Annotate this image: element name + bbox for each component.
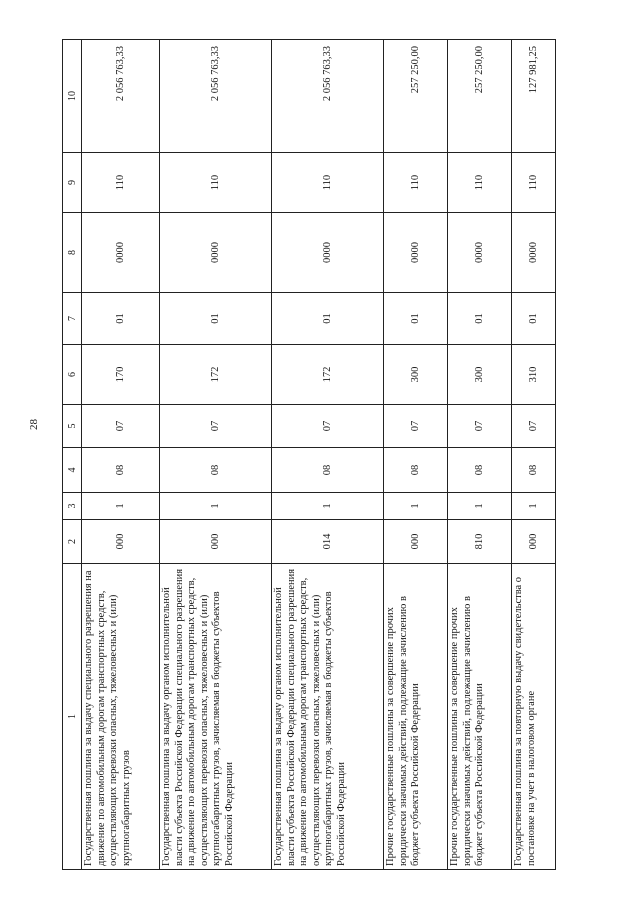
table-row	[448, 40, 512, 870]
column-header: 7	[63, 293, 82, 345]
column-header: 8	[63, 213, 82, 293]
row-description: Прочие государственные пошлины за совершение прочих юридически значимых действий, подлежащие зачислению в бюджет субъекта Российской Федерации	[384, 564, 448, 870]
code-group: 1	[448, 493, 512, 520]
code-element: 01	[448, 293, 512, 345]
code-group: 1	[512, 493, 556, 520]
column-header: 1	[63, 564, 82, 870]
amount: 257 250,00	[384, 40, 448, 153]
row-description: Прочие государственные пошлины за совершение прочих юридически значимых действий, подлежащие зачислению в бюджет субъекта Российской Федерации	[448, 564, 512, 870]
amount: 127 981,25	[512, 40, 556, 153]
code-element: 01	[512, 293, 556, 345]
code-subgroup: 08	[512, 448, 556, 493]
row-description: Государственная пошлина за выдачу органом исполнительной власти субъекта Российской Федерации специального разрешения на движение по автомобильным дорогам транспортных средств, осуществляющих перевозки опасных, тяжеловесных и (или) крупногабаритных грузов, зачисляемая в бюджеты субъектов Российской Федерации	[160, 564, 272, 870]
code-economic: 110	[82, 153, 160, 213]
code-subgroup: 08	[82, 448, 160, 493]
code-element: 01	[160, 293, 272, 345]
code-subgroup: 08	[448, 448, 512, 493]
code-admin: 000	[512, 520, 556, 564]
code-element: 01	[82, 293, 160, 345]
code-economic: 110	[160, 153, 272, 213]
code-article: 07	[384, 405, 448, 448]
code-program: 0000	[82, 213, 160, 293]
table-row	[160, 40, 272, 870]
code-economic: 110	[272, 153, 384, 213]
code-economic: 110	[512, 153, 556, 213]
budget-revenue-table	[62, 39, 556, 870]
code-admin: 000	[384, 520, 448, 564]
code-economic: 110	[448, 153, 512, 213]
amount: 2 056 763,33	[272, 40, 384, 153]
rotated-page-content	[62, 40, 552, 870]
code-element: 01	[272, 293, 384, 345]
code-subarticle: 170	[82, 345, 160, 405]
code-admin: 014	[272, 520, 384, 564]
code-article: 07	[160, 405, 272, 448]
column-header: 4	[63, 448, 82, 493]
code-economic: 110	[384, 153, 448, 213]
amount: 257 250,00	[448, 40, 512, 153]
amount: 2 056 763,33	[82, 40, 160, 153]
code-subarticle: 300	[384, 345, 448, 405]
table-row	[272, 40, 384, 870]
code-subarticle: 172	[272, 345, 384, 405]
column-header: 9	[63, 153, 82, 213]
column-header: 10	[63, 40, 82, 153]
code-group: 1	[272, 493, 384, 520]
code-subgroup: 08	[160, 448, 272, 493]
table-row	[512, 40, 556, 870]
column-header: 3	[63, 493, 82, 520]
code-admin: 000	[82, 520, 160, 564]
code-element: 01	[384, 293, 448, 345]
code-program: 0000	[384, 213, 448, 293]
row-description: Государственная пошлина за повторную выдачу свидетельства о постановке на учет в налоговом органе	[512, 564, 556, 870]
column-number-row	[63, 40, 82, 870]
row-description: Государственная пошлина за выдачу органом исполнительной власти субъекта Российской Федерации специального разрешения на движение по автомобильным дорогам транспортных средств, осуществляющих перевозки опасных, тяжеловесных и (или) крупногабаритных грузов, зачисляемая в бюджеты субъектов Российской Федерации	[272, 564, 384, 870]
code-article: 07	[512, 405, 556, 448]
code-admin: 000	[160, 520, 272, 564]
code-article: 07	[272, 405, 384, 448]
code-program: 0000	[272, 213, 384, 293]
row-description: Государственная пошлина за выдачу специального разрешения на движение по автомобильным дорогам транспортных средств, осуществляющих перевозки опасных, тяжеловесных и (или) крупногабаритных грузов	[82, 564, 160, 870]
column-header: 2	[63, 520, 82, 564]
code-group: 1	[384, 493, 448, 520]
code-program: 0000	[448, 213, 512, 293]
code-article: 07	[82, 405, 160, 448]
code-group: 1	[160, 493, 272, 520]
code-subarticle: 300	[448, 345, 512, 405]
table-row	[82, 40, 160, 870]
code-article: 07	[448, 405, 512, 448]
page-number: 28	[28, 419, 40, 430]
code-admin: 810	[448, 520, 512, 564]
code-program: 0000	[160, 213, 272, 293]
code-program: 0000	[512, 213, 556, 293]
code-subarticle: 310	[512, 345, 556, 405]
column-header: 5	[63, 405, 82, 448]
code-subgroup: 08	[384, 448, 448, 493]
column-header: 6	[63, 345, 82, 405]
code-group: 1	[82, 493, 160, 520]
code-subgroup: 08	[272, 448, 384, 493]
amount: 2 056 763,33	[160, 40, 272, 153]
code-subarticle: 172	[160, 345, 272, 405]
table-row	[384, 40, 448, 870]
